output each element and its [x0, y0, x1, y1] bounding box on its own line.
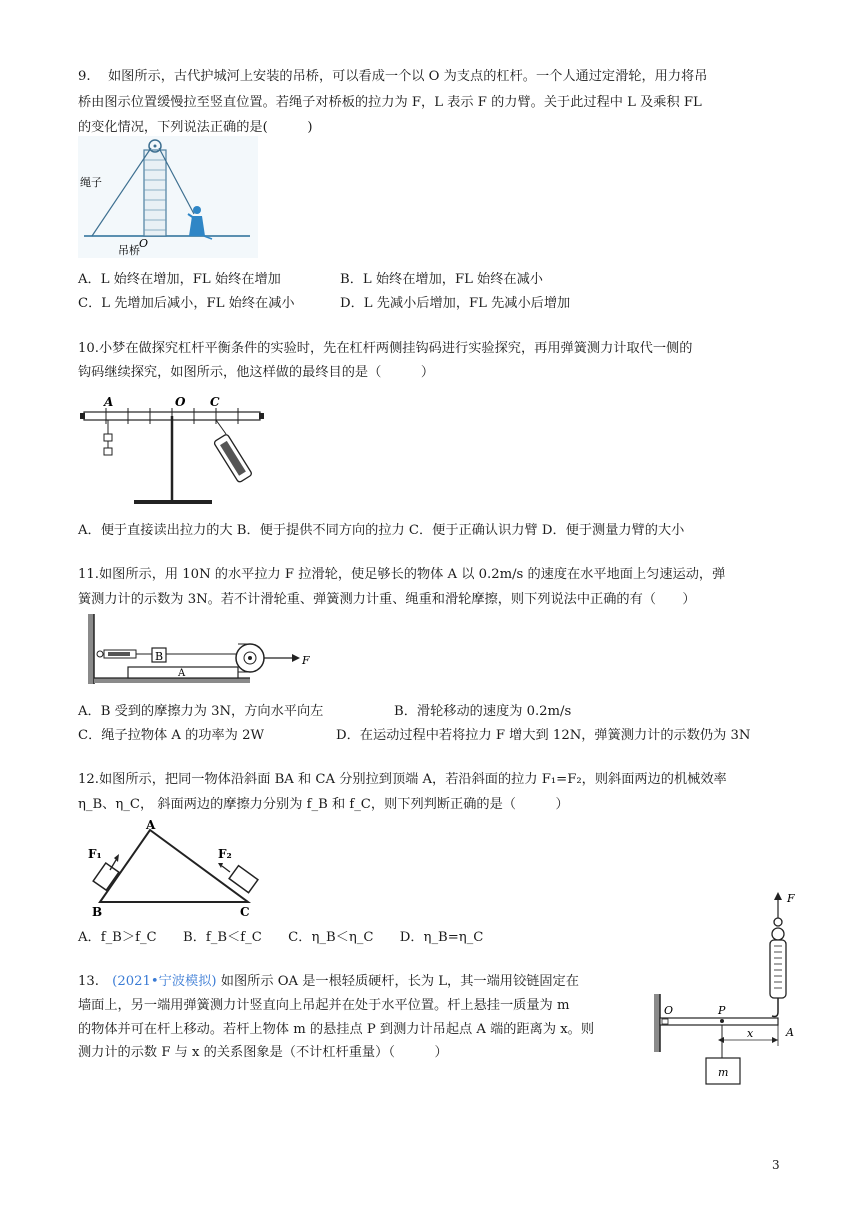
q9-option-c: C．L 先增加后减小，FL 始终在减小: [78, 296, 295, 311]
q9-rope-label: 绳子: [80, 176, 102, 189]
q12-stem-line1: 12.如图所示，把同一物体沿斜面 BA 和 CA 分别拉到顶端 A，若沿斜面的拉力 F₁=F₂，则斜面两边的机械效率: [78, 772, 727, 787]
q12-stem-line2: η_B、η_C， 斜面两边的摩擦力分别为 f_B 和 f_C，则下列判断正确的是（ ）: [78, 797, 569, 812]
q9-option-b: B．L 始终在增加，FL 始终在减小: [340, 272, 543, 287]
page-number: 3: [772, 1158, 780, 1172]
q11-force-label: F: [302, 654, 310, 667]
q11-block-b-label: B: [155, 650, 164, 663]
q10-options: A．便于直接读出拉力的大 B．便于提供不同方向的拉力 C．便于正确认识力臂 D．便于测量力臂的大小: [78, 523, 685, 538]
q9-bridge-label: 吊桥: [118, 244, 140, 257]
q11-option-d: D．在运动过程中若将拉力 F 增大到 12N，弹簧测力计的示数仍为 3N: [336, 728, 751, 743]
q11-option-a: A．B 受到的摩擦力为 3N，方向水平向左: [78, 704, 324, 719]
q13-force-label: F: [787, 892, 795, 905]
q13-stem-line2: 墙面上，另一端用弹簧测力计竖直向上吊起并在处于水平位置。杆上悬挂一质量为 m: [78, 998, 570, 1013]
q11-block-a-label: A: [178, 668, 186, 679]
q13-stem-line4: 测力计的示数 F 与 x 的关系图象是（不计杠杆重量）（ ）: [78, 1045, 448, 1060]
q13-distance-x: x: [747, 1027, 754, 1040]
q9-pivot-label: O: [139, 237, 149, 250]
q12-force-f1: F₁: [88, 847, 102, 861]
q13-end-a: A: [786, 1026, 794, 1039]
q9-stem-line1: 9. 如图所示，古代护城河上安装的吊桥，可以看成一个以 O 为支点的杠杆。一个人通过定滑轮，用力将吊: [78, 69, 708, 84]
q13-number: 13.: [78, 974, 113, 989]
q13-point-p: P: [718, 1004, 726, 1017]
q13-stem-line1-rest: 如图所示 OA 是一根轻质硬杆，长为 L，其一端用铰链固定在: [216, 974, 579, 989]
q13-mass-label: m: [718, 1066, 729, 1079]
q10-stem-line2: 钩码继续探究，如图所示，他这样做的最终目的是（ ）: [78, 365, 435, 380]
q11-option-c: C．绳子拉物体 A 的功率为 2W: [78, 728, 265, 743]
q12-vertex-c: C: [240, 905, 250, 918]
q13-stem-line3: 的物体并可在杆上移动。若杆上物体 m 的悬挂点 P 到测力计吊起点 A 端的距离为 x。则: [78, 1022, 595, 1037]
q12-vertex-a: A: [146, 818, 156, 832]
q13-lever-scale-figure: [652, 890, 802, 1086]
q9-stem-line2: 桥由图示位置缓慢拉至竖直位置。若绳子对桥板的拉力为 F，L 表示 F 的力臂。关于此过程中 L 及乘积 FL: [78, 95, 702, 110]
q12-options: A．f_B＞f_C B．f_B＜f_C C．η_B＜η_C D．η_B=η_C: [78, 930, 484, 945]
q9-option-d: D．L 先减小后增加，FL 先减小后增加: [340, 296, 571, 311]
q10-lever-figure: [78, 390, 268, 512]
q12-vertex-b: B: [92, 905, 103, 918]
q12-incline-figure: [80, 818, 270, 918]
q13-stem-line1: [78, 973, 579, 990]
q12-force-f2: F₂: [218, 847, 232, 861]
q10-stem-line1: 10.小梦在做探究杠杆平衡条件的实验时，先在杠杆两侧挂钩码进行实验探究，再用弹簧测力计取代一侧的: [78, 341, 693, 356]
q11-option-b: B．滑轮移动的速度为 0.2m/s: [394, 704, 572, 719]
q13-source-tag[interactable]: (2021•宁波模拟): [112, 974, 217, 989]
q10-point-a: A: [104, 395, 114, 409]
q10-point-o: O: [175, 395, 186, 409]
q10-point-c: C: [210, 395, 220, 409]
q13-pivot-o: O: [664, 1004, 674, 1017]
q11-stem-line1: 11.如图所示，用 10N 的水平拉力 F 拉滑轮，使足够长的物体 A 以 0.2m/s 的速度在水平地面上匀速运动，弹: [78, 567, 726, 582]
q11-stem-line2: 簧测力计的示数为 3N。若不计滑轮重、弹簧测力计重、绳重和滑轮摩擦，则下列说法中正确的有（ ）: [78, 592, 696, 607]
q11-pulley-figure: [82, 612, 314, 688]
q9-drawbridge-figure: [78, 136, 258, 258]
q9-option-a: A．L 始终在增加，FL 始终在增加: [78, 272, 281, 287]
q9-stem-line3: 的变化情况，下列说法正确的是( ): [78, 120, 313, 135]
